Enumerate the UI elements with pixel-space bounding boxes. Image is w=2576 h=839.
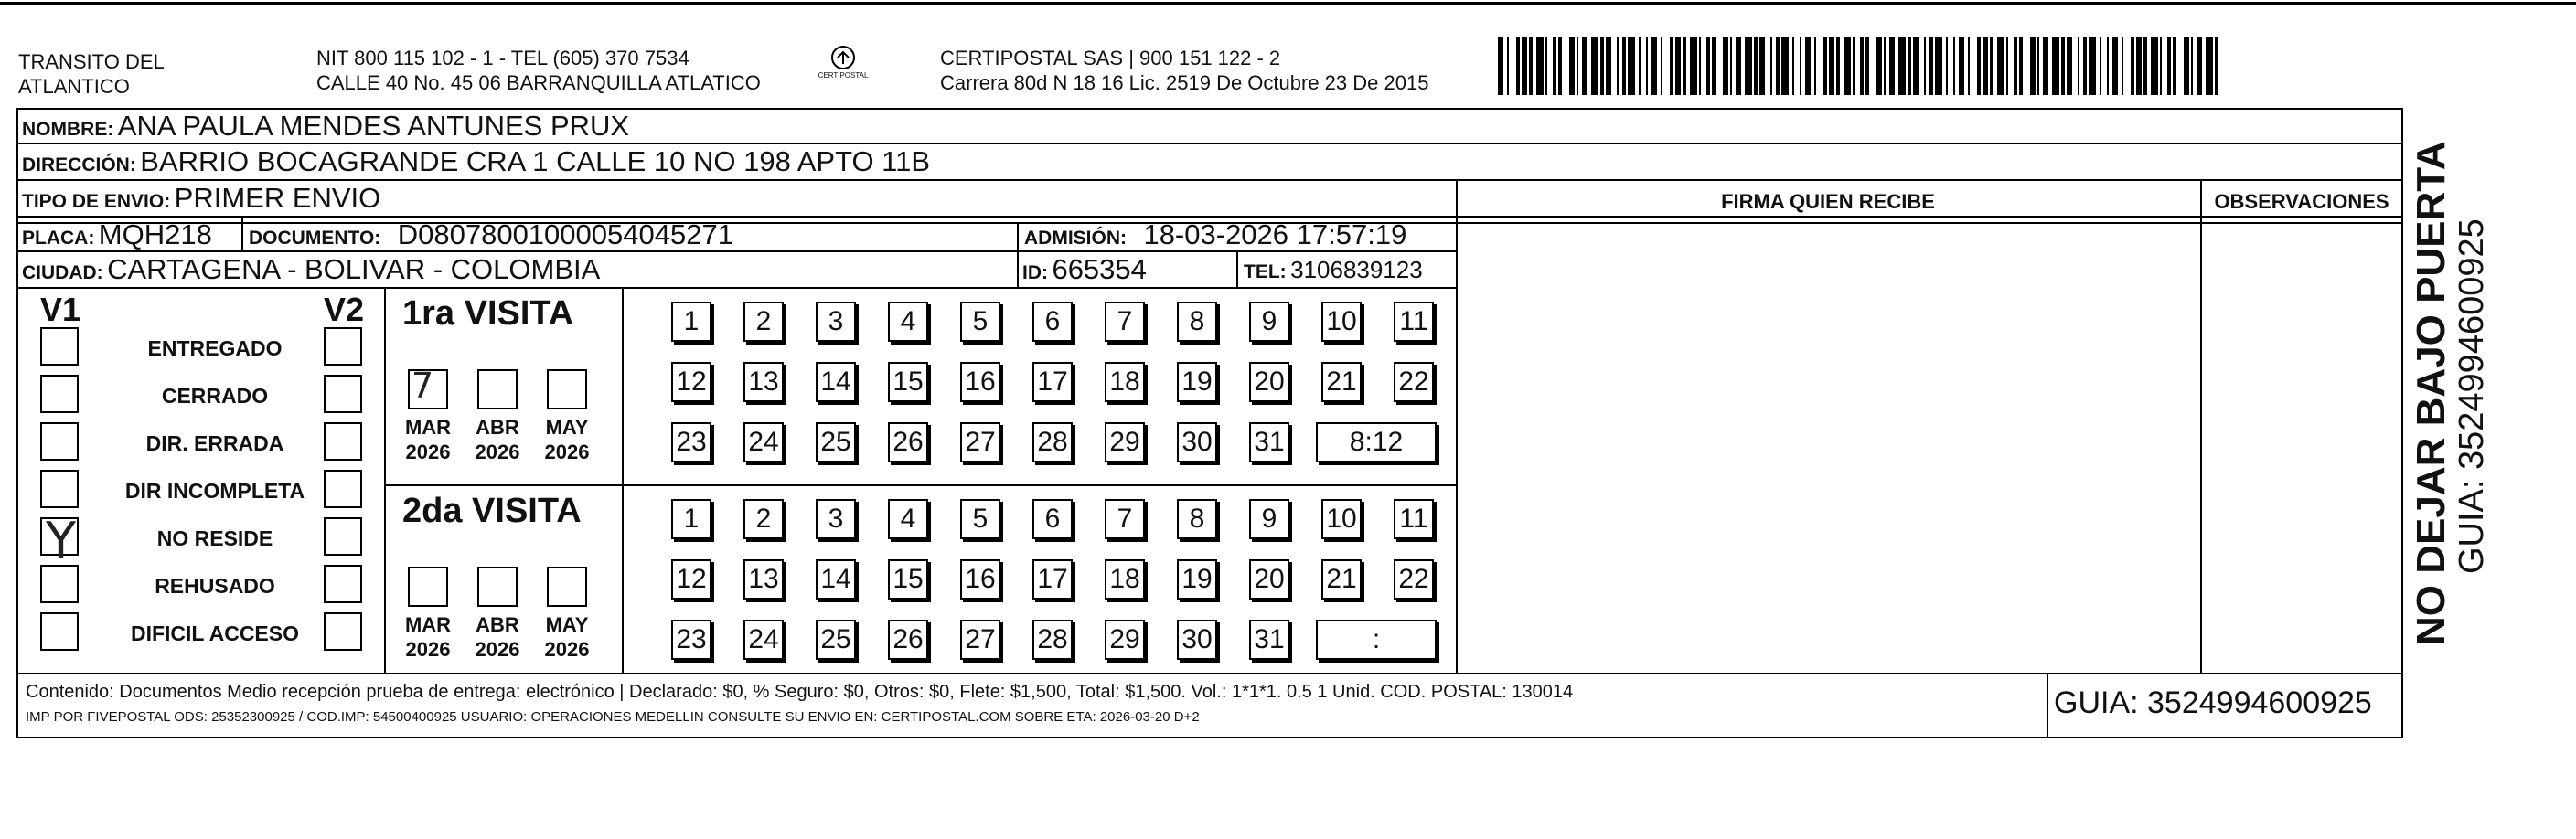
day-box[interactable]: 16 <box>960 362 1000 402</box>
day-box[interactable]: 20 <box>1249 559 1289 600</box>
status-option-label: NO RESIDE <box>156 526 273 550</box>
day-box[interactable]: 4 <box>888 302 928 342</box>
visit-time-box[interactable]: : <box>1316 620 1437 660</box>
tipo-envio-label: TIPO DE ENVIO: <box>22 191 171 212</box>
row-line <box>18 673 2401 674</box>
documento-label: DOCUMENTO: <box>249 228 381 249</box>
month-checkbox[interactable] <box>408 567 448 607</box>
admision-value: 18-03-2026 17:57:19 <box>1143 218 1407 250</box>
day-box[interactable]: 12 <box>671 362 711 402</box>
month-checkbox[interactable] <box>477 369 518 409</box>
day-box[interactable]: 25 <box>816 620 856 660</box>
v2-checkbox[interactable] <box>324 517 362 556</box>
day-box[interactable]: 29 <box>1105 422 1145 462</box>
imp-text: IMP POR FIVEPOSTAL ODS: 25352300925 / COD.IMP: 54500400925 USUARIO: OPERACIONES MEDELLIN CONSULTE SU ENVIO EN: CERTIPOSTAL.COM SOBRE ETA: 2026-03-20 D+2 <box>26 709 1200 725</box>
nombre-row <box>22 111 629 147</box>
day-box[interactable]: 20 <box>1249 362 1289 402</box>
barcode-bar <box>2206 37 2213 95</box>
day-box[interactable]: 31 <box>1249 422 1289 462</box>
month-year: 2026 <box>475 638 520 661</box>
day-box[interactable]: 30 <box>1177 620 1217 660</box>
month-checkbox[interactable] <box>547 567 587 607</box>
day-box[interactable]: 27 <box>960 620 1000 660</box>
v2-checkbox[interactable] <box>324 470 362 508</box>
id-label: ID: <box>1022 262 1048 283</box>
col-line <box>2200 179 2202 673</box>
v1-header: V1 <box>40 291 81 328</box>
barcode-gap <box>2023 37 2030 95</box>
barcode <box>1498 37 2220 95</box>
day-box[interactable]: 10 <box>1321 499 1362 539</box>
tel-label: TEL: <box>1244 261 1287 282</box>
ciudad-label: CIUDAD: <box>22 262 103 283</box>
day-box[interactable]: 7 <box>1105 499 1145 539</box>
documento-row <box>249 219 733 256</box>
firma-header: FIRMA QUIEN RECIBE <box>1721 190 1935 213</box>
side-guia: GUIA: 3524994600925 <box>2453 218 2491 574</box>
day-box[interactable]: 26 <box>888 620 928 660</box>
month-label <box>538 612 596 662</box>
barcode-bar <box>1591 37 1598 95</box>
barcode-bar <box>1997 37 2004 95</box>
certipostal-logo <box>816 44 871 95</box>
month-label <box>399 612 457 662</box>
v1-checkbox[interactable] <box>40 422 79 461</box>
id-value: 665354 <box>1052 253 1147 285</box>
day-box[interactable]: 13 <box>743 559 784 600</box>
day-box[interactable]: 29 <box>1105 620 1145 660</box>
barcode-bar <box>2052 37 2059 95</box>
v1-checkbox[interactable] <box>40 327 79 366</box>
col-line <box>622 287 624 673</box>
month-year: 2026 <box>544 638 590 661</box>
admision-row <box>1024 219 1406 256</box>
barcode-bar <box>2151 37 2158 95</box>
v1-checkbox[interactable] <box>40 470 79 508</box>
barcode-bar <box>1898 37 1906 95</box>
row-line <box>1456 222 2401 224</box>
day-box[interactable]: 23 <box>671 620 711 660</box>
visit-title: 2da VISITA <box>402 492 582 530</box>
day-box[interactable]: 23 <box>671 422 711 462</box>
v2-checkbox[interactable] <box>324 565 362 603</box>
org-line-1: TRANSITO DEL <box>18 50 165 73</box>
direccion-label: DIRECCIÓN: <box>22 154 136 175</box>
barcode-bar <box>1745 37 1752 95</box>
placa-label: PLACA: <box>22 228 95 249</box>
nit-line: NIT 800 115 102 - 1 - TEL (605) 370 7534 <box>316 47 689 69</box>
org-name <box>18 49 165 99</box>
col-line <box>1456 179 1458 673</box>
side-warning: NO DEJAR BAJO PUERTA <box>2409 141 2453 645</box>
day-box[interactable]: 3 <box>816 499 856 539</box>
v2-header: V2 <box>324 291 365 328</box>
barcode-gap <box>1662 37 1670 95</box>
ciudad-row <box>22 254 600 291</box>
visit-time-box[interactable]: 8:12 <box>1316 422 1437 462</box>
courier-line: CERTIPOSTAL SAS | 900 151 122 - 2 <box>940 47 1281 69</box>
day-box[interactable]: 26 <box>888 422 928 462</box>
barcode-gap <box>1716 37 1723 95</box>
direccion-value: BARRIO BOCAGRANDE CRA 1 CALLE 10 NO 198 APTO 11B <box>140 145 931 177</box>
courier-info <box>940 46 1428 95</box>
day-box[interactable]: 11 <box>1394 499 1434 539</box>
day-box[interactable]: 9 <box>1249 302 1289 342</box>
v1-checkbox[interactable] <box>40 612 79 651</box>
logo-text: CERTIPOSTAL <box>818 71 869 80</box>
day-box[interactable]: 31 <box>1249 620 1289 660</box>
barcode-bar <box>1935 37 1942 95</box>
day-box[interactable]: 1 <box>671 499 711 539</box>
row-line <box>384 484 1456 486</box>
guia-footer: GUIA: 3524994600925 <box>2054 685 2372 720</box>
month-name: MAR <box>404 416 452 439</box>
barcode-bar <box>1690 37 1697 95</box>
day-box[interactable]: 18 <box>1105 559 1145 600</box>
day-box[interactable]: 19 <box>1177 559 1217 600</box>
day-box[interactable]: 4 <box>888 499 928 539</box>
barcode-gap <box>1970 37 1977 95</box>
day-box[interactable]: 22 <box>1394 362 1434 402</box>
placa-value: MQH218 <box>98 218 212 250</box>
status-option-label: REHUSADO <box>155 574 275 598</box>
month-name: ABR <box>476 416 519 439</box>
month-label <box>468 612 527 662</box>
month-checkbox[interactable] <box>547 369 587 409</box>
ciudad-value: CARTAGENA - BOLIVAR - COLOMBIA <box>107 253 601 285</box>
barcode-gap <box>2218 37 2220 95</box>
nombre-label: NOMBRE: <box>22 119 114 140</box>
v2-checkbox[interactable] <box>324 375 362 413</box>
day-box[interactable]: 27 <box>960 422 1000 462</box>
barcode-bar <box>1781 37 1789 95</box>
month-name: MAR <box>404 613 452 636</box>
barcode-gap <box>1869 37 1876 95</box>
v2-checkbox[interactable] <box>324 327 362 366</box>
barcode-gap <box>2176 37 2184 95</box>
v1-handwritten-mark: Y <box>46 512 76 569</box>
tel-row <box>1244 254 1423 290</box>
day-box[interactable]: 8 <box>1177 499 1217 539</box>
day-box[interactable]: 14 <box>816 559 856 600</box>
day-box[interactable]: 3 <box>816 302 856 342</box>
barcode-bar <box>2089 37 2096 95</box>
contenido-text: Contenido: Documentos Medio recepción prueba de entrega: electrónico | Declarado: $0, % Seguro: $0, Otros: $0, Flete: $1,500, Total: $1,500. Vol.: 1*1*1. 0.5 1 Unid. COD. POSTAL: 130014 <box>26 682 1574 702</box>
day-box[interactable]: 10 <box>1321 302 1362 342</box>
col-line <box>241 216 243 252</box>
month-year: 2026 <box>405 441 451 463</box>
month-name: ABR <box>476 613 519 636</box>
documento-value: D08078001000054045271 <box>397 218 733 250</box>
org-contact <box>316 46 761 95</box>
day-box[interactable]: 25 <box>816 422 856 462</box>
status-option-label: CERRADO <box>161 384 269 408</box>
day-box[interactable]: 17 <box>1032 559 1073 600</box>
col-line <box>384 287 386 673</box>
barcode-gap <box>1509 37 1516 95</box>
day-box[interactable]: 1 <box>671 302 711 342</box>
col-line <box>1017 222 1019 287</box>
month-year: 2026 <box>475 441 520 463</box>
delivery-form <box>16 108 2403 738</box>
day-box[interactable]: 13 <box>743 362 784 402</box>
day-box[interactable]: 15 <box>888 362 928 402</box>
tipo-envio-row <box>22 183 380 219</box>
v2-checkbox[interactable] <box>324 612 362 651</box>
license-line: Carrera 80d N 18 16 Lic. 2519 De Octubre 23 De 2015 <box>940 71 1429 94</box>
status-option-label: ENTREGADO <box>147 336 283 360</box>
visit-title: 1ra VISITA <box>402 294 574 333</box>
day-box[interactable]: 24 <box>743 422 784 462</box>
id-row <box>1022 254 1147 291</box>
day-box[interactable]: 2 <box>743 499 784 539</box>
day-box[interactable]: 21 <box>1321 362 1362 402</box>
day-box[interactable]: 9 <box>1249 499 1289 539</box>
day-box[interactable]: 8 <box>1177 302 1217 342</box>
month-label <box>468 415 527 464</box>
day-box[interactable]: 2 <box>743 302 784 342</box>
day-box[interactable]: 7 <box>1105 302 1145 342</box>
status-option-label: DIFICIL ACCESO <box>130 621 299 645</box>
barcode-gap <box>1816 37 1823 95</box>
day-box[interactable]: 6 <box>1032 499 1073 539</box>
month-handwritten-mark: 7 <box>412 366 434 406</box>
day-box[interactable]: 11 <box>1394 302 1434 342</box>
day-box[interactable]: 17 <box>1032 362 1073 402</box>
day-box[interactable]: 24 <box>743 620 784 660</box>
day-box[interactable]: 16 <box>960 559 1000 600</box>
day-box[interactable]: 21 <box>1321 559 1362 600</box>
admision-label: ADMISIÓN: <box>1024 228 1127 249</box>
day-box[interactable]: 6 <box>1032 302 1073 342</box>
direccion-row <box>22 146 930 183</box>
day-box[interactable]: 14 <box>816 362 856 402</box>
nombre-value: ANA PAULA MENDES ANTUNES PRUX <box>117 110 630 142</box>
tipo-envio-value: PRIMER ENVIO <box>174 182 381 214</box>
tel-value: 3106839123 <box>1290 256 1423 283</box>
col-line <box>2047 673 2048 738</box>
day-box[interactable]: 12 <box>671 559 711 600</box>
day-box[interactable]: 28 <box>1032 620 1073 660</box>
day-box[interactable]: 19 <box>1177 362 1217 402</box>
address-line: CALLE 40 No. 45 06 BARRANQUILLA ATLATICO <box>316 71 761 94</box>
day-box[interactable]: 5 <box>960 499 1000 539</box>
status-option-label: DIR. ERRADA <box>145 431 284 455</box>
barcode-bar <box>1844 37 1851 95</box>
v1-checkbox[interactable] <box>40 565 79 603</box>
month-year: 2026 <box>544 441 590 463</box>
month-name: MAY <box>545 416 589 439</box>
month-label <box>399 415 457 464</box>
barcode-bar <box>1628 37 1635 95</box>
day-box[interactable]: 15 <box>888 559 928 600</box>
org-line-2: ATLANTICO <box>18 75 130 98</box>
month-year: 2026 <box>405 638 451 661</box>
status-option-label: DIR INCOMPLETA <box>124 479 305 503</box>
barcode-gap <box>1562 37 1569 95</box>
observaciones-header: OBSERVACIONES <box>2214 190 2389 213</box>
col-line <box>1236 252 1238 287</box>
scan-edge-line <box>0 2 2576 5</box>
day-box[interactable]: 30 <box>1177 422 1217 462</box>
month-label <box>538 415 596 464</box>
v1-checkbox[interactable] <box>40 375 79 413</box>
month-checkbox[interactable] <box>477 567 518 607</box>
month-name: MAY <box>545 613 589 636</box>
barcode-gap <box>2123 37 2131 95</box>
day-box[interactable]: 28 <box>1032 422 1073 462</box>
v2-checkbox[interactable] <box>324 422 362 461</box>
day-box[interactable]: 5 <box>960 302 1000 342</box>
day-box[interactable]: 18 <box>1105 362 1145 402</box>
placa-row <box>22 219 212 256</box>
day-box[interactable]: 22 <box>1394 559 1434 600</box>
barcode-bar <box>1536 37 1544 95</box>
